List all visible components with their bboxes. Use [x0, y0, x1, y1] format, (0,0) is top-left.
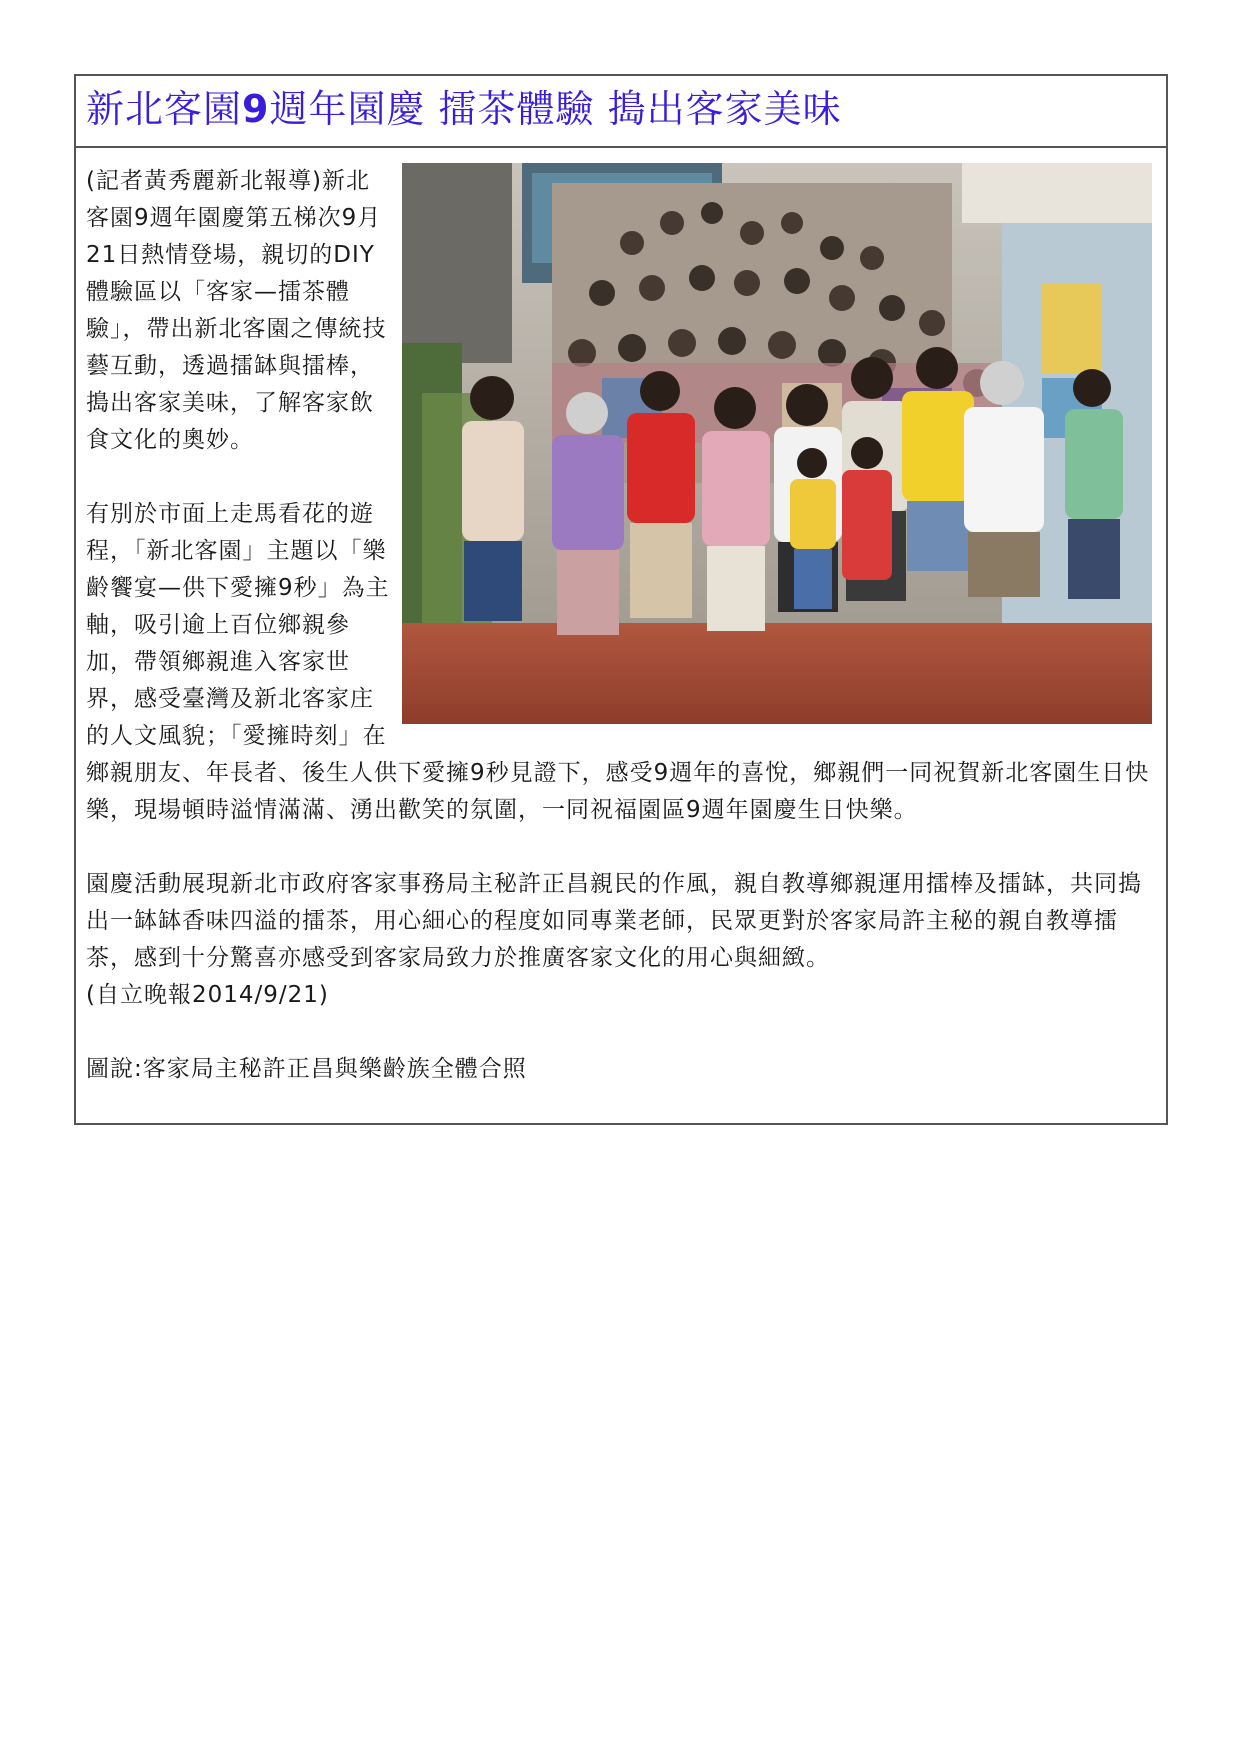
group-photo: [402, 163, 1152, 724]
title-part-1: 新北客園: [86, 87, 243, 131]
paragraph-1: (記者黃秀麗新北報導)新北客園9週年園慶第五梯次9月21日熱情登場，親切的DIY體驗區以「客家—擂茶體驗」，帶出新北客園之傳統技藝互動，透過擂缽與擂棒，搗出客家美味，了解客家飲食文化的奧妙。: [86, 168, 387, 453]
title-number: 9: [242, 87, 270, 131]
title-part-2: 週年園慶 擂茶體驗 搗出客家美味: [269, 87, 842, 131]
title-bar: [76, 76, 1166, 148]
paragraph-3: 園慶活動展現新北市政府客家事務局主秘許正昌親民的作風，親自教導鄉親運用擂棒及擂缽，共同搗出一缽缽香味四溢的擂茶，用心細心的程度如同專業老師，民眾更對於客家局許主秘的親自教導擂茶，感到十分驚喜亦感受到客家局致力於推廣客家文化的用心與細緻。: [86, 871, 1142, 971]
article-title: [86, 84, 1166, 134]
article-body: [76, 148, 1166, 1088]
article-source: (自立晚報2014/9/21): [86, 982, 329, 1008]
photo-caption: 圖說:客家局主秘許正昌與樂齡族全體合照: [86, 1056, 527, 1082]
paragraph-2: 有別於市面上走馬看花的遊程，「新北客園」主題以「樂齡饗宴—供下愛擁9秒」為主軸，吸引逾上百位鄉親參加，帶領鄉親進入客家世界，感受臺灣及新北客家庄的人文風貌；「愛擁時刻」在鄉親朋友、年長者、後生人供下愛擁9秒見證下，感受9週年的喜悅，鄉親們一同祝賀新北客園生日快樂，現場頓時溢情滿滿、湧出歡笑的氛圍，一同祝福園區9週年園慶生日快樂。: [86, 501, 1150, 823]
group-photo-image: [402, 163, 1152, 724]
news-article: [74, 74, 1168, 1125]
